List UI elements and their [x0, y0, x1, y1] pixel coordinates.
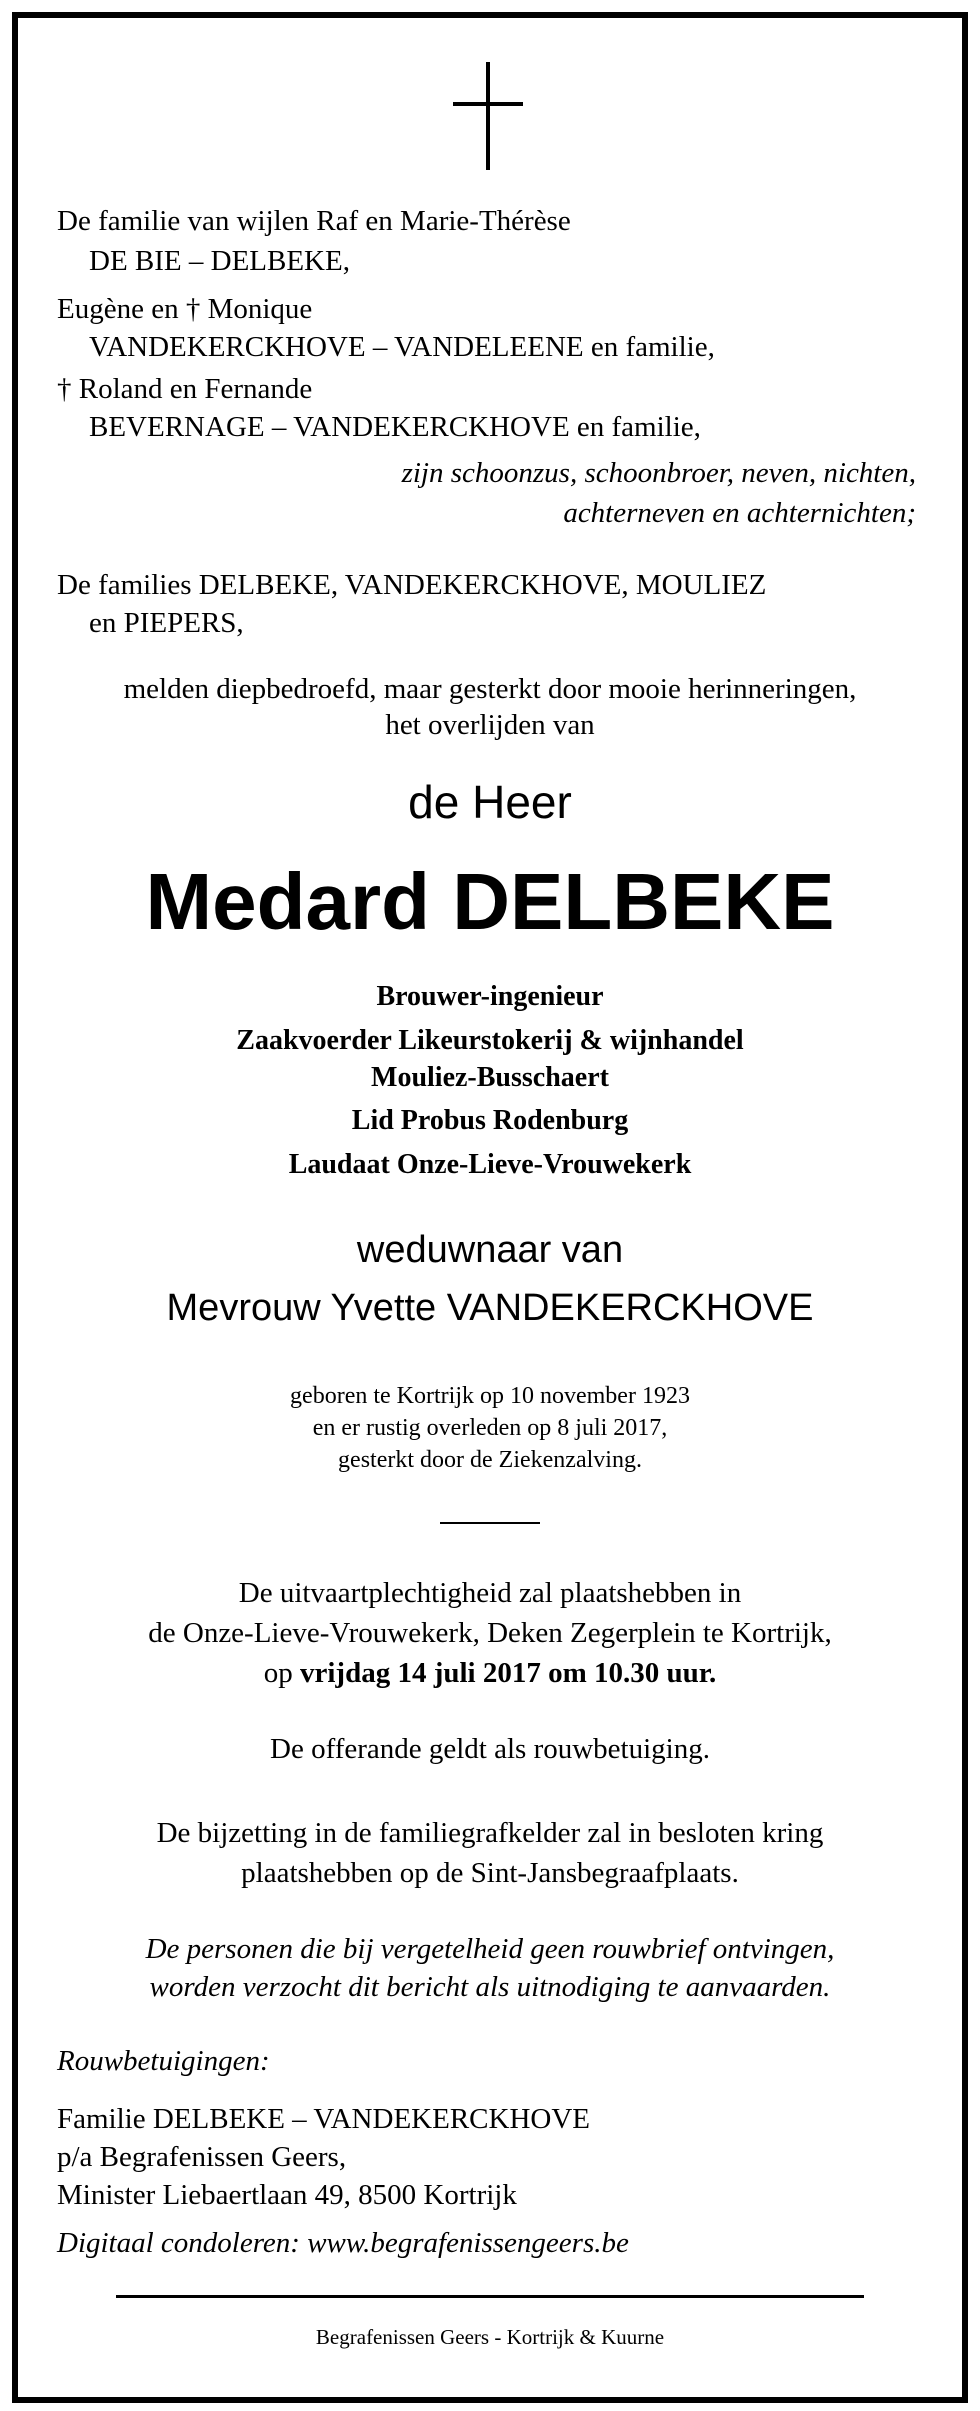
dates-line-1: geboren te Kortrijk op 10 november 1923	[290, 1383, 690, 1409]
families-line-1: De families DELBEKE, VANDEKERCKHOVE, MOULIEZ	[57, 569, 767, 601]
condolences-line-2: p/a Begrafenissen Geers,	[57, 2141, 347, 2173]
deceased-name: Medard DELBEKE	[145, 857, 835, 946]
funeral-line-2: de Onze-Lieve-Vrouwekerk, Deken Zegerplein te Kortrijk,	[148, 1617, 832, 1649]
separator-dash	[440, 1522, 540, 1524]
family-line-5: † Roland en Fernande	[57, 373, 313, 405]
condolences-line-3: Minister Liebaertlaan 49, 8500 Kortrijk	[57, 2179, 517, 2211]
family-line-6: BEVERNAGE – VANDEKERCKHOVE en familie,	[89, 411, 701, 443]
online-condolence-link[interactable]: Digitaal condoleren: www.begrafenissengeers.be	[57, 2227, 629, 2259]
funeral-line-3	[0, 1656, 980, 1690]
title-line-3: Mouliez-Busschaert	[371, 1062, 609, 1093]
invitation-line-2: worden verzocht dit bericht als uitnodiging te aanvaarden.	[149, 1971, 831, 2003]
family-line-1: De familie van wijlen Raf en Marie-Thérèse	[57, 205, 571, 237]
title-line-2: Zaakvoerder Likeurstokerij & wijnhandel	[236, 1025, 744, 1056]
title-line-1: Brouwer-ingenieur	[376, 981, 604, 1012]
funeral-line-1: De uitvaartplechtigheid zal plaatshebben in	[238, 1577, 742, 1609]
burial-line-2: plaatshebben op de Sint-Jansbegraafplaats.	[241, 1857, 739, 1889]
announcement-line-2: het overlijden van	[385, 709, 595, 741]
funeral-line-3-prefix: op	[263, 1657, 300, 1689]
invitation-line-1: De personen die bij vergetelheid geen rouwbrief ontvingen,	[145, 1933, 835, 1965]
offering-text: De offerande geldt als rouwbetuiging.	[270, 1733, 710, 1765]
condolences-heading: Rouwbetuigingen:	[57, 2045, 270, 2077]
title-line-5: Laudaat Onze-Lieve-Vrouwekerk	[288, 1149, 692, 1180]
relation-line-2: achterneven en achternichten;	[563, 497, 916, 529]
family-line-2: DE BIE – DELBEKE,	[89, 245, 350, 277]
footer-text: Begrafenissen Geers - Kortrijk & Kuurne	[315, 2325, 665, 2349]
announcement-line-1: melden diepbedroefd, maar gesterkt door mooie herinneringen,	[123, 673, 857, 705]
spouse-line-1: weduwnaar van	[356, 1229, 624, 1271]
dates-line-2: en er rustig overleden op 8 juli 2017,	[312, 1415, 668, 1441]
relation-line-1: zijn schoonzus, schoonbroer, neven, nichten,	[401, 457, 916, 489]
footer-rule	[116, 2295, 864, 2298]
family-line-4: VANDEKERCKHOVE – VANDELEENE en familie,	[89, 331, 715, 363]
dates-line-3: gesterkt door de Ziekenzalving.	[338, 1447, 642, 1473]
title-line-4: Lid Probus Rodenburg	[351, 1105, 629, 1136]
burial-line-1: De bijzetting in de familiegrafkelder zal in besloten kring	[156, 1817, 824, 1849]
honorific: de Heer	[408, 776, 572, 828]
spouse-line-2: Mevrouw Yvette VANDEKERCKHOVE	[166, 1287, 814, 1329]
funeral-datetime: vrijdag 14 juli 2017 om 10.30 uur.	[300, 1657, 717, 1689]
families-line-2: en PIEPERS,	[89, 607, 244, 639]
family-line-3: Eugène en † Monique	[57, 293, 313, 325]
condolences-line-1: Familie DELBEKE – VANDEKERCKHOVE	[57, 2103, 590, 2135]
